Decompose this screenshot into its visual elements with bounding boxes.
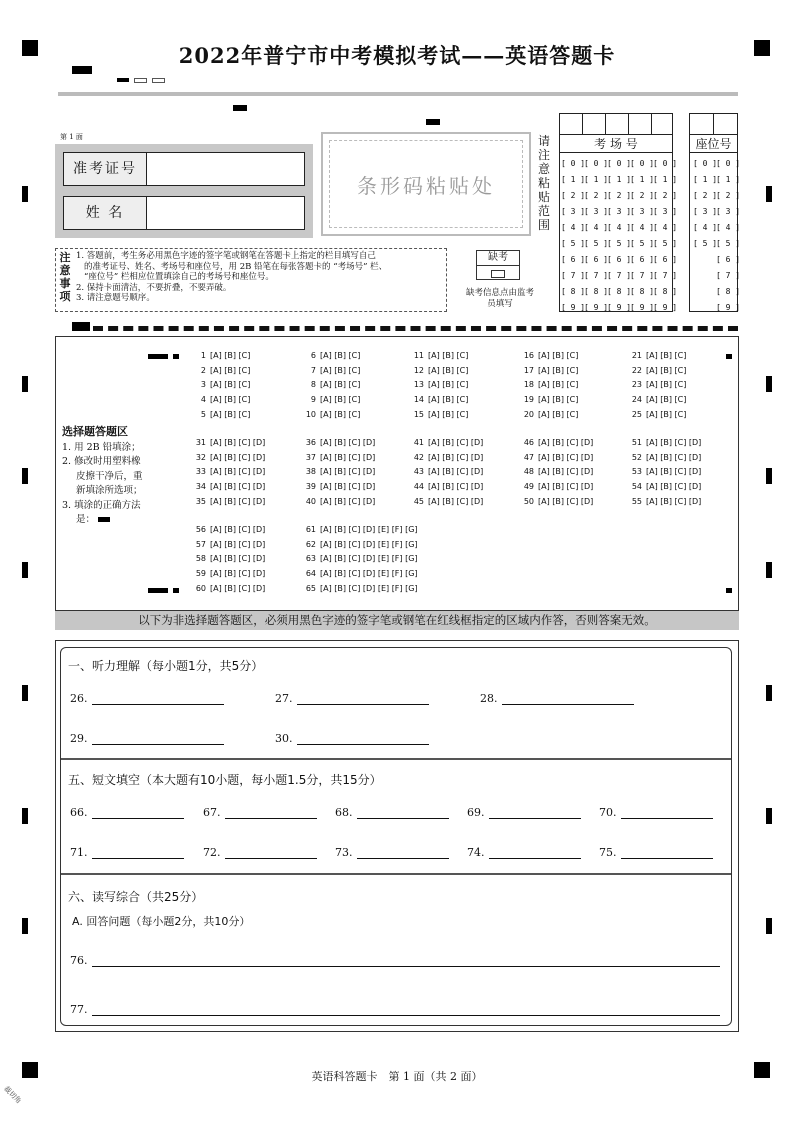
timing-mark — [766, 468, 772, 484]
choice-question-63[interactable]: 63 [A] [B] [C] [D] [E] [F] [G] — [305, 554, 418, 564]
answer-blank[interactable]: 75. — [599, 846, 713, 859]
choice-question-65[interactable]: 65 [A] [B] [C] [D] [E] [F] [G] — [305, 583, 418, 593]
choice-question-19[interactable]: 19 [A] [B] [C] — [523, 395, 579, 405]
page-title: 2022年普宁市中考模拟考试——英语答题卡 — [178, 43, 616, 68]
choice-question-12[interactable]: 12 [A] [B] [C] — [413, 365, 469, 375]
timing-mark — [766, 685, 772, 701]
attention-notes — [55, 248, 447, 312]
choice-question-31[interactable]: 31 [A] [B] [C] [D] — [195, 438, 266, 447]
listening-title: 一、听力理解（每小题1分，共5分） — [68, 659, 264, 673]
choice-question-44[interactable]: 44 [A] [B] [C] [D] — [413, 482, 484, 492]
choice-question-46[interactable]: 46 [A] [B] [C] [D] — [523, 438, 594, 447]
choice-question-11[interactable]: 11 [A] [B] [C] — [413, 351, 469, 360]
exam-room-digits-col5[interactable]: [ 0 ] [ 1 ] [ 2 ] [ 3 ] [ 4 ] [ 5 ] [ 6 ] [ 7 ] [ 8 ] [ 9 ] — [653, 159, 678, 312]
choice-question-51[interactable]: 51 [A] [B] [C] [D] — [631, 438, 702, 447]
seat-digits-col1[interactable]: [ 0 ] [ 1 ] [ 2 ] [ 3 ] [ 4 ] [ 5 ] — [693, 159, 718, 248]
timing-mark — [766, 808, 772, 824]
exam-room-digits-col1[interactable]: [ 0 ] [ 1 ] [ 2 ] [ 3 ] [ 4 ] [ 5 ] [ 6 ] [ 7 ] [ 8 ] [ 9 ] — [561, 159, 586, 312]
answer-blank[interactable]: 68. — [335, 806, 449, 819]
choice-question-5[interactable]: 5 [A] [B] [C] — [200, 409, 251, 419]
choice-question-37[interactable]: 37 [A] [B] [C] [D] — [305, 452, 376, 462]
section-divider — [61, 873, 731, 875]
answer-blank[interactable]: 69. — [467, 806, 581, 819]
choice-question-10[interactable]: 10 [A] [B] [C] — [305, 409, 361, 419]
answer-blank[interactable]: 26. — [70, 692, 224, 705]
timing-mark — [152, 78, 165, 83]
choice-question-34[interactable]: 34 [A] [B] [C] [D] — [195, 482, 266, 492]
choice-question-54[interactable]: 54 [A] [B] [C] [D] — [631, 482, 702, 492]
choice-question-8[interactable]: 8 [A] [B] [C] — [310, 380, 361, 390]
exam-room-digits-col4[interactable]: [ 0 ] [ 1 ] [ 2 ] [ 3 ] [ 4 ] [ 5 ] [ 6 ] [ 7 ] [ 8 ] [ 9 ] — [630, 159, 655, 312]
answer-blank[interactable]: 66. — [70, 806, 184, 819]
barcode-area — [321, 132, 531, 236]
choice-question-59[interactable]: 59 [A] [B] [C] [D] — [195, 569, 266, 579]
exam-room-label: 考 场 号 — [594, 137, 638, 151]
choice-question-38[interactable]: 38 [A] [B] [C] [D] — [305, 467, 376, 477]
answer-blank[interactable]: 27. — [275, 692, 429, 705]
attention-text: 1. 答题前，考生务必用黑色字迹的签字笔或钢笔在答题卡上指定的栏目填写自己 的准考证号、姓名、考场号和座位号，用 2B 铅笔在每张答题卡的 “考场号” 栏、 “座位号” 栏相应位置填涂自己的考场号和座位号。 2. 保持卡面清洁，不要折叠，不要弄破。 3. 请注意题号顺序。 — [76, 251, 388, 303]
timing-mark — [22, 562, 28, 578]
section-divider — [61, 758, 731, 760]
sample-fill-mark — [98, 517, 110, 522]
exam-number-label: 准考证号 — [64, 153, 147, 185]
choice-question-49[interactable]: 49 [A] [B] [C] [D] — [523, 482, 594, 492]
seat-label: 座位号 — [695, 137, 732, 151]
timing-mark — [117, 78, 129, 82]
timing-mark — [22, 918, 28, 934]
exam-number-field[interactable] — [63, 152, 305, 186]
answer-blank[interactable]: 29. — [70, 732, 224, 745]
choice-question-1[interactable]: 1 [A] [B] [C] — [200, 351, 251, 360]
choice-question-25[interactable]: 25 [A] [B] [C] — [631, 409, 687, 419]
answer-blank[interactable]: 73. — [335, 846, 449, 859]
name-field[interactable] — [63, 196, 305, 230]
answer-blank[interactable]: 74. — [467, 846, 581, 859]
choice-question-20[interactable]: 20 [A] [B] [C] — [523, 409, 579, 419]
choice-section-title: 选择题答题区 — [62, 425, 128, 438]
choice-question-22[interactable]: 22 [A] [B] [C] — [631, 365, 687, 375]
choice-question-4[interactable]: 4 [A] [B] [C] — [200, 395, 251, 405]
timing-mark — [72, 322, 90, 331]
timing-mark — [22, 808, 28, 824]
choice-question-17[interactable]: 17 [A] [B] [C] — [523, 365, 579, 375]
choice-question-2[interactable]: 2 [A] [B] [C] — [200, 365, 251, 375]
timing-mark — [22, 468, 28, 484]
choice-question-35[interactable]: 35 [A] [B] [C] [D] — [195, 496, 266, 506]
timing-mark — [173, 354, 179, 359]
choice-instructions: 选择题答题区 1. 用 2B 铅填涂； 2. 修改时用塑料橡 皮擦干净后，重 新填涂所选项； 3. 填涂的正确方法 是： — [62, 425, 143, 525]
timing-mark — [233, 105, 247, 111]
exam-room-digits-col3[interactable]: [ 0 ] [ 1 ] [ 2 ] [ 3 ] [ 4 ] [ 5 ] [ 6 ] [ 7 ] [ 8 ] [ 9 ] — [607, 159, 632, 312]
choice-question-53[interactable]: 53 [A] [B] [C] [D] — [631, 467, 702, 477]
barcode-placeholder: 条形码粘贴处 — [329, 140, 523, 228]
timing-mark — [766, 562, 772, 578]
answer-blank[interactable]: 72. — [203, 846, 317, 859]
barcode-notice: 请 注 意 粘 贴 范 围 — [537, 134, 550, 232]
timing-mark — [426, 119, 440, 125]
choice-question-60[interactable]: 60 [A] [B] [C] [D] — [195, 583, 266, 593]
timing-mark — [148, 354, 168, 359]
choice-question-24[interactable]: 24 [A] [B] [C] — [631, 395, 687, 405]
timing-mark — [766, 376, 772, 392]
choice-question-40[interactable]: 40 [A] [B] [C] [D] — [305, 496, 376, 506]
cut-corner-label: 裁切角 — [2, 1084, 23, 1106]
choice-question-21[interactable]: 21 [A] [B] [C] — [631, 351, 687, 360]
choice-question-43[interactable]: 43 [A] [B] [C] [D] — [413, 467, 484, 477]
timing-mark — [766, 918, 772, 934]
choice-question-14[interactable]: 14 [A] [B] [C] — [413, 395, 469, 405]
student-id-box — [55, 144, 313, 238]
seat-write-cells[interactable] — [690, 114, 737, 135]
page-label: 第 1 面 — [60, 133, 83, 141]
choice-question-50[interactable]: 50 [A] [B] [C] [D] — [523, 496, 594, 506]
absent-mark[interactable] — [491, 270, 505, 278]
cloze-title: 五、短文填空（本大题有10小题，每小题1.5分，共15分） — [68, 773, 382, 787]
title-separator — [58, 92, 738, 96]
answer-blank[interactable]: 67. — [203, 806, 317, 819]
choice-question-6[interactable]: 6 [A] [B] [C] — [310, 351, 361, 360]
choice-question-13[interactable]: 13 [A] [B] [C] — [413, 380, 469, 390]
choice-question-45[interactable]: 45 [A] [B] [C] [D] — [413, 496, 484, 506]
answer-blank[interactable]: 28. — [480, 692, 634, 705]
reading-subtitle: A. 回答问题（每小题2分，共10分） — [72, 915, 251, 928]
answer-line[interactable]: 77. — [70, 1003, 720, 1016]
exam-room-write-cells[interactable] — [560, 114, 672, 135]
choice-question-39[interactable]: 39 [A] [B] [C] [D] — [305, 482, 376, 492]
choice-question-16[interactable]: 16 [A] [B] [C] — [523, 351, 579, 360]
timing-mark — [22, 376, 28, 392]
choice-question-47[interactable]: 47 [A] [B] [C] [D] — [523, 452, 594, 462]
choice-question-3[interactable]: 3 [A] [B] [C] — [200, 380, 251, 390]
choice-question-58[interactable]: 58 [A] [B] [C] [D] — [195, 554, 266, 564]
choice-question-62[interactable]: 62 [A] [B] [C] [D] [E] [F] [G] — [305, 539, 418, 549]
timing-mark — [726, 588, 732, 593]
answer-line[interactable]: 76. — [70, 954, 720, 967]
seat-digits-col2[interactable]: [ 0 ] [ 1 ] [ 2 ] [ 3 ] [ 4 ] [ 5 ] [ 6 ] [ 7 ] [ 8 ] [ 9 ] — [716, 159, 741, 312]
exam-room-digits-col2[interactable]: [ 0 ] [ 1 ] [ 2 ] [ 3 ] [ 4 ] [ 5 ] [ 6 ] [ 7 ] [ 8 ] [ 9 ] — [584, 159, 609, 312]
non-choice-banner: 以下为非选择题答题区，必须用黑色字迹的签字笔或钢笔在红线框指定的区域内作答，否则答案无效。 — [55, 611, 739, 630]
choice-question-48[interactable]: 48 [A] [B] [C] [D] — [523, 467, 594, 477]
choice-question-42[interactable]: 42 [A] [B] [C] [D] — [413, 452, 484, 462]
choice-question-55[interactable]: 55 [A] [B] [C] [D] — [631, 496, 702, 506]
timing-mark — [22, 186, 28, 202]
choice-question-9[interactable]: 9 [A] [B] [C] — [310, 395, 361, 405]
timing-mark — [22, 685, 28, 701]
choice-question-33[interactable]: 33 [A] [B] [C] [D] — [195, 467, 266, 477]
choice-question-18[interactable]: 18 [A] [B] [C] — [523, 380, 579, 390]
reading-writing-title: 六、读写综合（共25分） — [68, 890, 204, 904]
absent-box — [476, 250, 520, 280]
timing-mark — [173, 588, 179, 593]
choice-question-32[interactable]: 32 [A] [B] [C] [D] — [195, 452, 266, 462]
timing-mark — [766, 186, 772, 202]
choice-question-56[interactable]: 56 [A] [B] [C] [D] — [195, 525, 266, 534]
name-label: 姓 名 — [64, 197, 147, 229]
choice-question-57[interactable]: 57 [A] [B] [C] [D] — [195, 539, 266, 549]
choice-question-61[interactable]: 61 [A] [B] [C] [D] [E] [F] [G] — [305, 525, 418, 534]
choice-question-7[interactable]: 7 [A] [B] [C] — [310, 365, 361, 375]
choice-question-15[interactable]: 15 [A] [B] [C] — [413, 409, 469, 419]
timing-mark — [134, 78, 147, 83]
answer-blank[interactable]: 70. — [599, 806, 713, 819]
timing-mark — [148, 588, 168, 593]
page-footer: 英语科答题卡 第 1 面（共 2 面） — [311, 1070, 483, 1083]
dashed-separator — [93, 326, 738, 331]
choice-question-52[interactable]: 52 [A] [B] [C] [D] — [631, 452, 702, 462]
timing-mark — [726, 354, 732, 359]
attention-heading: 注 意 事 项 — [59, 251, 71, 303]
absent-note: 缺考信息点由监考员填写 — [465, 288, 534, 309]
answer-blank[interactable]: 71. — [70, 846, 184, 859]
choice-question-41[interactable]: 41 [A] [B] [C] [D] — [413, 438, 484, 447]
answer-blank[interactable]: 30. — [275, 732, 429, 745]
choice-question-36[interactable]: 36 [A] [B] [C] [D] — [305, 438, 376, 447]
choice-question-23[interactable]: 23 [A] [B] [C] — [631, 380, 687, 390]
absent-label: 缺考 — [477, 251, 519, 266]
choice-question-64[interactable]: 64 [A] [B] [C] [D] [E] [F] [G] — [305, 569, 418, 579]
